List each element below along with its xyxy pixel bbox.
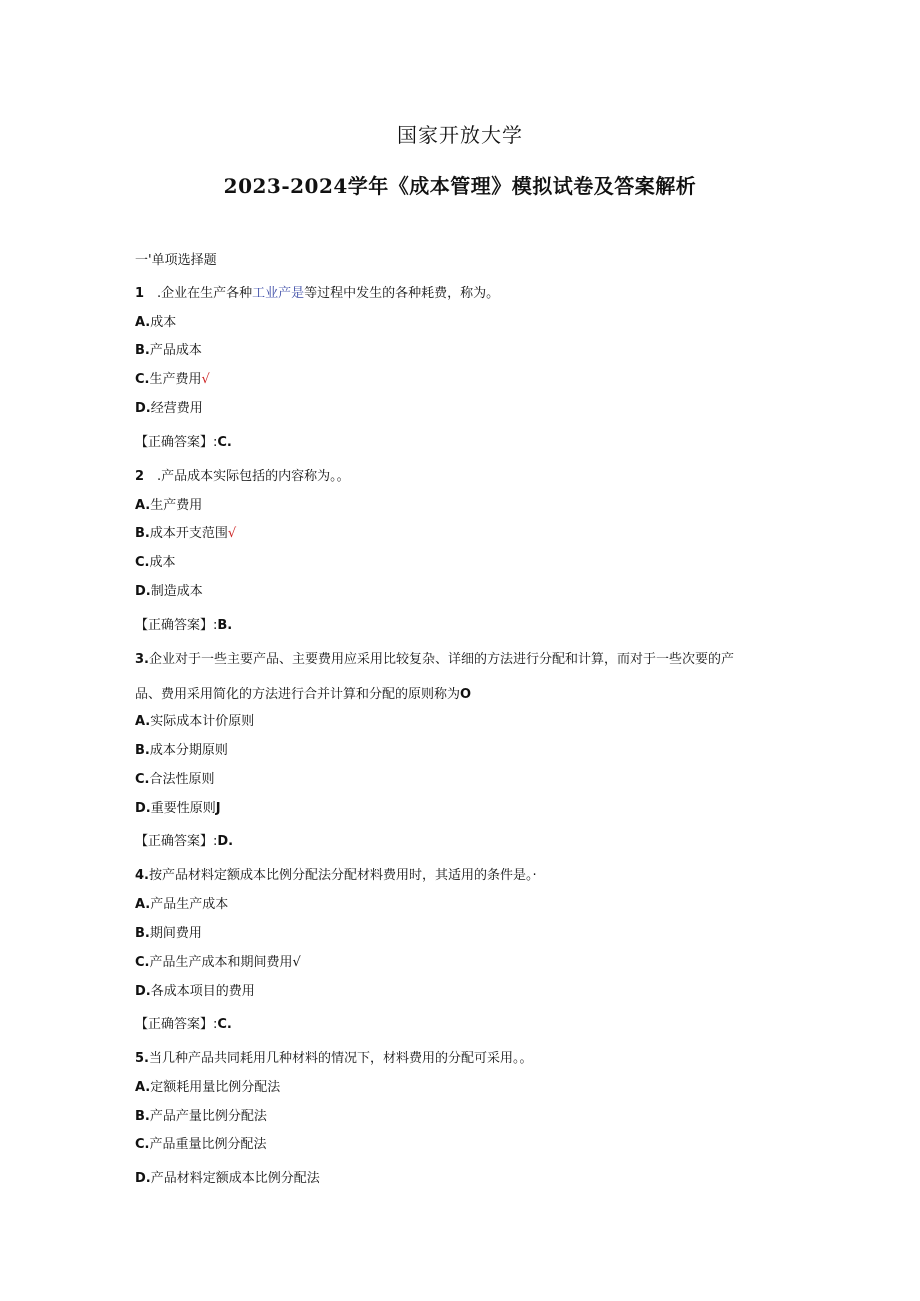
answer-value: B. (217, 618, 233, 633)
question-1-answer (135, 434, 232, 452)
document-subtitle: 2023-2024学年《成本管理》模拟试卷及答案解析 (223, 174, 697, 198)
question-5-option-b (135, 1108, 267, 1126)
option-letter: C. (135, 1137, 150, 1152)
option-text: 制造成本 (150, 584, 203, 599)
option-letter: B. (135, 526, 150, 541)
option-letter: A. (135, 315, 151, 330)
option-letter: A. (135, 897, 151, 912)
answer-value: C. (217, 1017, 232, 1032)
question-4-answer (135, 1016, 232, 1034)
question-5-option-c (135, 1136, 267, 1154)
question-3-option-c (135, 771, 215, 789)
option-letter: B. (135, 926, 150, 941)
option-text: 产品成本 (149, 343, 202, 358)
option-letter: D. (135, 984, 151, 999)
question-number: 2 (135, 469, 145, 484)
question-number: 3. (135, 652, 149, 667)
question-1-option-d (135, 400, 203, 418)
question-2-option-b (135, 525, 236, 543)
question-number: 5. (135, 1051, 149, 1066)
question-stem-highlight: 工业产是 (252, 286, 305, 301)
answer-mark: J (215, 801, 221, 816)
question-2-option-a (135, 497, 202, 515)
option-letter: C. (135, 555, 150, 570)
question-3-answer (135, 833, 233, 851)
question-2-option-d (135, 583, 203, 601)
option-text: 产品生产成本 (150, 897, 229, 912)
option-letter: C. (135, 772, 150, 787)
option-letter: C. (135, 955, 150, 970)
option-letter: B. (135, 743, 150, 758)
question-3-stem-continued (135, 686, 471, 704)
option-letter: A. (135, 498, 151, 513)
question-5-option-a (135, 1079, 280, 1097)
option-letter: B. (135, 1109, 150, 1124)
option-text: 产品产量比例分配法 (149, 1109, 267, 1124)
question-1-option-a (135, 314, 176, 332)
question-4-option-d (135, 983, 255, 1001)
checkmark-icon: √ (201, 372, 210, 387)
option-text: 定额耗用量比例分配法 (150, 1080, 281, 1095)
question-1-option-c (135, 371, 210, 389)
option-text: 产品生产成本和期间费用 (149, 955, 293, 970)
question-4-stem (135, 867, 537, 885)
question-stem-tail: O (460, 687, 472, 702)
option-text: 成本 (149, 555, 176, 570)
option-letter: D. (135, 1171, 151, 1186)
answer-value: C. (217, 435, 232, 450)
question-3-option-a (135, 713, 254, 731)
checkmark-icon: √ (227, 526, 237, 541)
option-letter: A. (135, 714, 151, 729)
answer-value: D. (217, 834, 234, 849)
question-stem-text: 等过程中发生的各种耗费，称为。 (304, 286, 500, 301)
option-text: 成本分期原则 (149, 743, 228, 758)
question-1-option-b (135, 342, 202, 360)
question-2-answer (135, 617, 232, 635)
option-text: 实际成本计价原则 (150, 714, 255, 729)
option-text: 生产费用 (150, 498, 203, 513)
question-number: 1 (135, 286, 145, 301)
option-letter: B. (135, 343, 150, 358)
option-text: 产品材料定额成本比例分配法 (150, 1171, 320, 1186)
question-3-option-b (135, 742, 228, 760)
option-text: 成本开支范围 (149, 526, 228, 541)
question-stem-text: 品、费用采用简化的方法进行合并计算和分配的原则称为 (135, 687, 461, 702)
option-text: 成本 (150, 315, 177, 330)
answer-label: 【正确答案】: (135, 435, 218, 450)
option-letter: A. (135, 1080, 151, 1095)
answer-label: 【正确答案】: (135, 618, 218, 633)
option-text: 产品重量比例分配法 (149, 1137, 267, 1152)
option-text: 期间费用 (149, 926, 202, 941)
question-stem-text: .企业在生产各种 (157, 286, 253, 301)
question-1-stem (135, 285, 499, 303)
question-5-option-d (135, 1170, 320, 1188)
checkmark-icon: √ (292, 955, 301, 970)
option-text: 各成本项目的费用 (150, 984, 255, 999)
question-2-option-c (135, 554, 176, 572)
question-4-option-b (135, 925, 202, 943)
section-heading: 一'单项选择题 (135, 253, 217, 268)
answer-label: 【正确答案】: (135, 1017, 218, 1032)
question-stem-text: 企业对于一些主要产品、主要费用应采用比较复杂、详细的方法进行分配和计算，而对于一些次要的产 (148, 652, 734, 667)
option-letter: D. (135, 401, 151, 416)
option-letter: D. (135, 801, 151, 816)
question-stem-text: 按产品材料定额成本比例分配法分配材料费用时，其适用的条件是。· (148, 868, 537, 883)
question-4-option-a (135, 896, 228, 914)
question-3-option-d (135, 800, 221, 818)
option-letter: C. (135, 372, 150, 387)
option-text: 合法性原则 (149, 772, 215, 787)
option-letter: D. (135, 584, 151, 599)
document-title: 国家开放大学 (397, 123, 523, 147)
option-text: 经营费用 (150, 401, 203, 416)
question-number: 4. (135, 868, 149, 883)
question-4-option-c (135, 954, 301, 972)
question-3-stem (135, 651, 734, 669)
question-2-stem (135, 468, 350, 486)
question-5-stem (135, 1050, 533, 1068)
option-text: 生产费用 (149, 372, 202, 387)
question-stem-text: .产品成本实际包括的内容称为。。 (157, 469, 350, 484)
answer-label: 【正确答案】: (135, 834, 218, 849)
option-text: 重要性原则 (150, 801, 216, 816)
question-stem-text: 当几种产品共同耗用几种材料的情况下，材料费用的分配可采用。。 (148, 1051, 533, 1066)
